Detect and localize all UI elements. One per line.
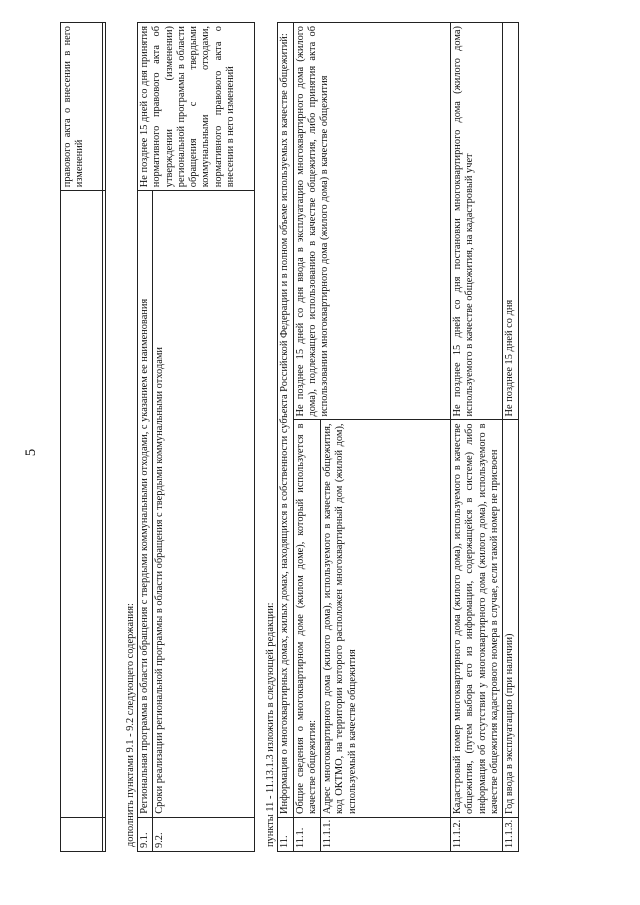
table-row	[103, 23, 106, 852]
table-cell-content: Адрес многоквартирного дома (жилого дома), используемого в качестве общежития, код ОКТМО, на территории которого расположен многоквартирный дом (жилой дом), используемый в качестве общежития	[321, 420, 451, 818]
requirements-table	[277, 22, 518, 852]
table-cell-deadline: Не позднее 15 дней со дня	[503, 23, 518, 421]
table-row	[503, 23, 518, 852]
table-cell-deadline: Не позднее 15 дней со дня принятия нормативного правового акта об утверждении (изменении) региональной программы в области обращения с твердыми коммунальными отходами, нормативного правового акта о внесении в него изменений	[138, 23, 255, 191]
table-cell-content: Год ввода в эксплуатацию (при наличии)	[503, 420, 518, 818]
requirements-table-frame	[60, 22, 519, 852]
table-cell-deadline: Не позднее 15 дней со дня постановки многоквартирного дома (жилого дома) используемого в качестве общежития, на кадастровый учет	[451, 23, 503, 421]
table-row	[278, 23, 293, 852]
table-cell-content: Общие сведения о многоквартирном доме (жилом доме), который используется в качестве общежития:	[293, 420, 321, 818]
table-cell-content: Региональная программа в области обращения с твердыми коммунальными отходами, с указанием ее наименования	[138, 191, 153, 818]
table-cell-content: Сроки реализации региональной программы в области обращения с твердыми коммунальными отходами	[153, 191, 255, 818]
table-cell-content: Кадастровый номер многоквартирного дома (жилого дома), используемого в качестве общежития, (путем выбора его из информации, содержащейся в системе) либо информация об отсутствии у многоквартирного дома (жилого дома), используемого в качестве общежития кадастрового номера в случае, если такой номер не присвоен	[451, 420, 503, 818]
table-cell-content: Информация о многоквартирных домах, жилых домах, находящихся в собственности субъекта Российской Федерации и в полном объеме используемых в качестве общежитий:	[278, 23, 293, 818]
table-row	[61, 23, 103, 852]
requirements-table	[137, 22, 255, 852]
page-number: 5	[23, 448, 39, 457]
table-row	[293, 23, 321, 852]
table-cell-number: 11.1.1.	[321, 818, 451, 852]
requirements-table	[60, 22, 106, 852]
table-cell-number: 11.	[278, 818, 293, 852]
table-cell-number: 9.2.	[153, 817, 255, 851]
table-cell-content	[61, 191, 103, 818]
table-cell-number: 11.1.2.	[451, 818, 503, 852]
table-cell-number: 11.1.3.	[503, 818, 518, 852]
table-cell-number: 11.1.	[293, 818, 321, 852]
table-cell-deadline: правового акта о внесении в него изменений	[61, 23, 103, 191]
table-cell-deadline: Не позднее 15 дней со дня ввода в эксплуатацию многоквартирного дома (жилого дома), подлежащего использованию в качестве общежития, либо принятия акта об использовании многоквартирного дома (жилого дома) в качестве общежития	[293, 23, 451, 421]
table-cell-number: 9.1.	[138, 817, 153, 851]
section-heading: пункты 11 - 11.13.1.3 изложить в следующей редакции:	[265, 602, 277, 847]
section-heading: дополнить пунктами 9.1 - 9.2 следующего содержания:	[125, 603, 136, 847]
table-cell-number	[61, 817, 103, 851]
table-row	[138, 23, 153, 852]
table-row	[451, 23, 503, 852]
